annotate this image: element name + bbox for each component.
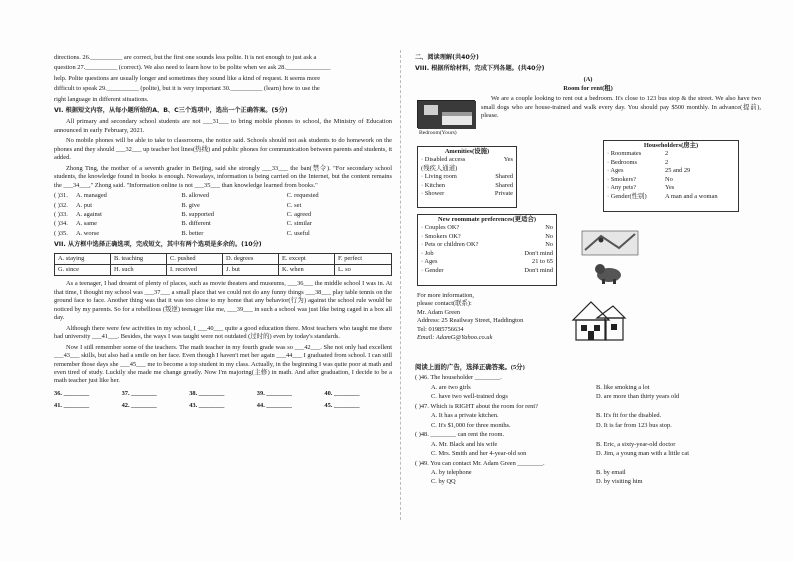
question-46: ( )46. The householder ________. [415, 374, 502, 382]
question-number: ( )31. [54, 192, 68, 200]
text-line: directions. 26.__________ are correct, but the first one sounds less polite. It is not enough to just ask a [54, 54, 317, 61]
householder-value: A man and a woman [665, 192, 718, 200]
householder-row [607, 167, 735, 175]
word-bank-item: K. when [279, 265, 335, 275]
bedroom-photo [417, 100, 475, 128]
amenities-title: Amenities(设施) [444, 148, 490, 155]
householder-key: · Smokers? [607, 175, 636, 183]
mc-row-31 [54, 192, 392, 200]
option-a[interactable]: A. by telephone [431, 468, 472, 476]
options-48 [415, 450, 761, 458]
preference-row [421, 241, 553, 249]
householder-row [607, 159, 735, 167]
answer-blank-43[interactable]: 43. ________ [189, 402, 225, 410]
option-c[interactable]: C. set [286, 201, 302, 209]
word-bank-item: F. perfect [335, 254, 391, 265]
amenity-key: · Kitchen [421, 181, 445, 189]
contact-line: For more information, [417, 292, 474, 299]
part-2-title: 二、阅读理解(共40分) [415, 54, 479, 61]
answer-blank-40[interactable]: 40. ________ [324, 389, 360, 397]
amenity-key: · Shower [421, 190, 445, 198]
option-c[interactable]: C. requested [286, 192, 319, 200]
preference-row [421, 233, 553, 241]
options-48 [415, 441, 761, 449]
householder-key: · Ages [607, 167, 624, 175]
word-bank-item: J. but [223, 265, 279, 275]
question-48: ( )48. ________ can rent the room. [415, 431, 505, 439]
amenity-value: Shared [495, 181, 513, 189]
householder-value: No [665, 175, 673, 183]
option-a[interactable]: A. against [76, 210, 102, 218]
householder-value: 2 [665, 158, 669, 166]
householder-key: · Gender(性别) [607, 192, 647, 200]
option-c[interactable]: C. similar [286, 220, 312, 228]
option-c[interactable]: C. Mrs. Smith and her 4-year-old son [431, 450, 527, 458]
option-d[interactable]: D. Jim, a young man with a little cat [596, 450, 690, 458]
amenity-key: · Disabled access [421, 156, 466, 164]
contact-email[interactable]: Email: AdamG@Yahoo.co.uk [417, 334, 493, 342]
word-bank-item: L. so [338, 265, 351, 273]
answer-blank-45[interactable]: 45. ________ [324, 402, 360, 410]
answer-blank-44[interactable]: 44. ________ [256, 402, 292, 410]
option-a[interactable]: A. put [76, 201, 92, 209]
bedroom-image [418, 101, 476, 129]
householder-key: · Roommates [607, 150, 642, 158]
word-bank-item: B. teaching [111, 254, 167, 265]
right-column [415, 54, 761, 524]
passage-a-label: (A) [583, 76, 593, 84]
preference-key: · Ages [421, 258, 438, 266]
contact-info [417, 292, 597, 343]
question-number: ( )33. [54, 210, 68, 218]
householder-row [607, 184, 735, 192]
options-49 [415, 478, 761, 486]
contact-line: Mr. Adam Green [417, 308, 461, 316]
amenity-value: Shared [495, 173, 513, 181]
option-b[interactable]: B. supported [181, 210, 214, 218]
householder-value: 2 [665, 150, 669, 158]
householder-key: · Any pets? [607, 184, 637, 192]
householders-title: Householders(房主) [643, 142, 699, 149]
word-bank-item: H. such [111, 265, 167, 275]
passage-6-para: Zhong Ting, the mother of a seventh grader in Beijing, said she strongly ___33___ the ban(禁令). "For secondary school students, the knowledge found in books is enough. Nowadays, information is being carried on the Internet, but the content remains the ___34___," Zhong said. "Information online is not ___35___ than knowledge learned from books." [54, 164, 392, 189]
option-d[interactable]: D. are more than thirty years old [596, 393, 680, 401]
answer-blank-41[interactable]: 41. ________ [54, 402, 90, 410]
options-46 [415, 384, 761, 392]
preference-value: No [545, 224, 553, 232]
options-47 [415, 422, 761, 430]
word-bank-item: E. except [279, 254, 335, 265]
option-c[interactable]: C. have two well-trained dogs [431, 393, 508, 401]
option-b[interactable]: B. Eric, a sixty-year-old doctor [596, 440, 676, 448]
householder-value: 25 and 29 [665, 167, 691, 175]
section-8-title: VIII. 根据所给材料，完成下列各题。(共40分) [415, 65, 545, 73]
option-b[interactable]: B. better [181, 229, 204, 237]
amenity-row [421, 190, 513, 198]
amenity-value: Private [494, 190, 513, 198]
options-46 [415, 393, 761, 401]
option-a[interactable]: A. are two girls [431, 383, 471, 391]
householder-row [607, 176, 735, 184]
word-bank-item: A. staying [55, 254, 111, 265]
mc-row-34 [54, 220, 392, 228]
option-b[interactable]: B. give [181, 201, 200, 209]
left-column [54, 54, 392, 415]
column-divider [400, 50, 401, 520]
preference-value: No [545, 232, 553, 240]
ad-text: We are a couple looking to rent out a bedroom. It's close to 123 bus stop & the street. We also have two small dogs who are house-trained and walk every day. You should pay $500 monthly. In advance(提前), please. [481, 95, 761, 120]
option-b[interactable]: B. different [181, 220, 211, 228]
option-a[interactable]: A. same [76, 220, 97, 228]
contact-line: Address: 25 Reailway Street, Haddington [417, 317, 524, 325]
question-47: ( )47. Which is RIGHT about the room for rent? [415, 402, 538, 410]
preferences-title: New roommate preferences(更适合) [438, 216, 536, 223]
householder-key: · Bedrooms [607, 158, 637, 166]
householder-row [607, 193, 735, 201]
amenity-row [421, 182, 513, 190]
options-47 [415, 412, 761, 420]
questions-46-49 [415, 364, 761, 488]
passage-7-para: Now I still remember some of the teachers. The math teacher in my fourth grade was so ___42___. She not only had excellent ___43___ skills, but also had a smile on her face. Even though I haven't met her again ___44___ I graduated from school. I can still remember those days she ___45___ me to become a top student in my class. Actually, in the beginning I was quite poor at math and even tired of study. Luckily she made me change greatly. Now I'm majoring(主修) in math. And after graduation, I decide to be a math teacher just like her. [54, 343, 392, 385]
word-bank-box [54, 253, 392, 277]
options-49 [415, 469, 761, 477]
option-b[interactable]: B. It's fit for the disabled. [596, 412, 662, 420]
amenity-value: Yes [503, 156, 513, 164]
question-49: ( )49. You can contact Mr. Adam Green ________. [415, 459, 545, 467]
preference-key: · Gender [421, 266, 444, 274]
option-b[interactable]: B. allowed [181, 192, 210, 200]
preference-value: 21 to 65 [532, 258, 553, 266]
contact-line: Tel: 01985756634 [417, 325, 464, 333]
preference-row [421, 224, 553, 232]
answer-blank-42[interactable]: 42. ________ [121, 402, 157, 410]
preference-key: · Pets or children OK? [421, 241, 479, 249]
option-c[interactable]: C. It's $1,000 for three months. [431, 421, 511, 429]
word-bank-item: C. pushed [167, 254, 223, 265]
questions-title: 阅读上面的广告，选择正确答案。(5分) [415, 364, 525, 371]
option-a[interactable]: A. It has a private kitchen. [431, 412, 499, 420]
amenity-key: · Living room [421, 173, 457, 181]
preference-key: · Couples OK? [421, 224, 460, 232]
preference-key: · Smokers OK? [421, 232, 461, 240]
amenity-row [421, 173, 513, 181]
preferences-box [417, 214, 557, 286]
option-c[interactable]: C. agreed [286, 210, 312, 218]
option-a[interactable]: A. managed [76, 192, 107, 200]
ad-title: Room for rent(租) [563, 84, 613, 92]
preference-value: Don't mind [524, 249, 553, 257]
amenity-row [421, 165, 513, 173]
option-c[interactable]: C. useful [286, 229, 310, 237]
answer-blank-39[interactable]: 39. ________ [256, 389, 292, 397]
preference-value: No [545, 241, 553, 249]
preference-row [421, 258, 553, 266]
contact-line: please contact(联系): [417, 300, 472, 308]
dog-icon [591, 260, 627, 284]
dog-illustration [591, 260, 627, 284]
option-a[interactable]: A. worse [76, 229, 100, 237]
option-b[interactable]: B. by email [596, 468, 626, 476]
word-bank-item: G. since [55, 265, 111, 275]
option-a[interactable]: A. Mr. Black and his wife [431, 440, 498, 448]
text-line: difficult to speak 29.__________ (polite), but it is very important 30.__________ (learn) how to use the [54, 85, 320, 93]
passage-7-para: Although there were few activities in my school, I ___40___ quite a good education there. Most teachers who taught me there had university ___41___. Besides, the ways I was taught were not outdated (过时的) even by today's standards. [54, 324, 392, 341]
answer-blank-37[interactable]: 37. ________ [121, 389, 157, 397]
passage-6-para: All primary and secondary school students are not ___31___ to bring mobile phones to school, the Ministry of Education announced in early February, 2021. [54, 118, 392, 134]
householder-value: Yes [665, 184, 675, 192]
text-line: right language in different situations. [54, 95, 149, 103]
passage-7-para: As a teenager, I had dreamt of plenty of places, such as movie theaters and museums, ___36___ the middle school I was in. At that time, I thought my school was ___37___ a small place that we could not do any funny things ___38___ play table tennis on the ground face to face. Another thing was that it was too close to my home that any behavior(行为) against the school rule would be noticed by my parents. So for a rebellious (叛逆) teenager like me, ___39___ in such a school was just like being caged in a box all day. [54, 280, 392, 322]
bedroom-caption: Bedroom(Yours) [419, 130, 457, 136]
map-illustration [581, 230, 639, 256]
text-line: question 27.__________ (correct). We also need to learn how to be polite when we ask 28.______________ [54, 64, 331, 72]
answer-blank-38[interactable]: 38. ________ [189, 389, 225, 397]
householder-row [607, 150, 735, 158]
text-line: help. Polite questions are usually longer and sometimes they sound like a kind of request. It seems more [54, 74, 321, 82]
word-bank-item: I. received [167, 265, 223, 275]
passage-6-para: No mobile phones will be able to take to classrooms, the notice said. Schools should not ask students to do homework on the phones and they should ___32___ up teacher hot lines(热线) and public phones for communication between parents and students, it added. [54, 137, 392, 162]
passage-5-tail [54, 54, 392, 104]
amenity-key: (残疾人通道) [421, 164, 458, 172]
question-number: ( )35. [54, 229, 68, 237]
householders-box [603, 140, 739, 212]
preference-value: Don't mind [524, 266, 553, 274]
mc-row-32 [54, 202, 392, 210]
preference-row [421, 250, 553, 258]
mc-row-33 [54, 211, 392, 219]
mc-options [54, 192, 392, 238]
answer-blank-36[interactable]: 36. ________ [54, 389, 90, 397]
word-bank-item: D. degrees [223, 254, 279, 265]
preference-key: · Job [421, 249, 434, 257]
section-7-title: VII. 从方框中选择正确选项，完成短文，其中有两个选项是多余的。(10分) [54, 241, 262, 249]
amenity-row [421, 156, 513, 164]
amenities-box [417, 146, 517, 208]
option-c[interactable]: C. by QQ [431, 478, 456, 486]
question-number: ( )34. [54, 220, 68, 228]
section-6-title: VI. 根据短文内容，从每小题所给的A、B、C三个选项中，选出一个正确答案。(5分) [54, 107, 288, 115]
answer-blanks [54, 390, 392, 415]
option-b[interactable]: B. like smoking a lot [596, 383, 650, 391]
preference-row [421, 267, 553, 275]
option-d[interactable]: D. by visiting him [596, 478, 643, 486]
mc-row-35 [54, 230, 392, 238]
question-number: ( )32. [54, 201, 68, 209]
option-d[interactable]: D. It is far from 123 bus stop. [596, 421, 672, 429]
map-icon [581, 230, 639, 256]
